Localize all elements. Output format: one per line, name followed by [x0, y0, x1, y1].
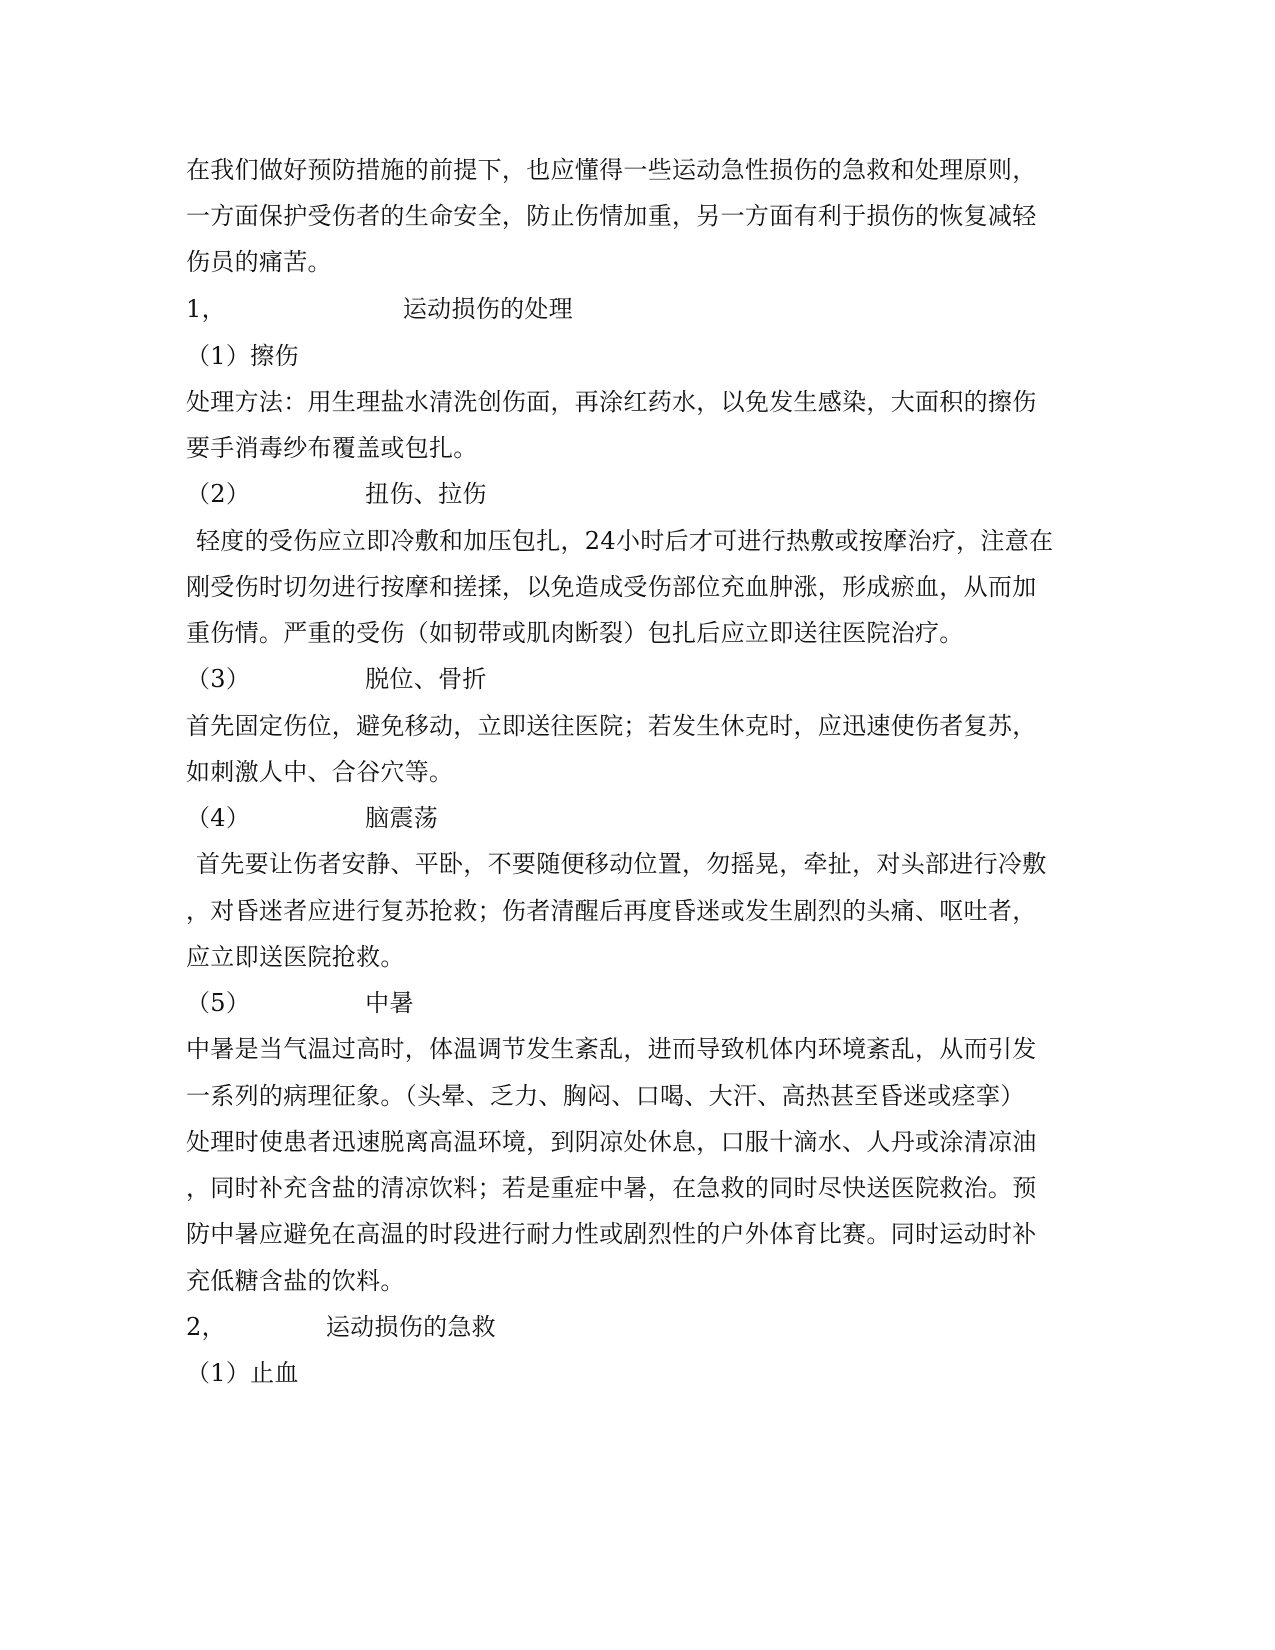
item-5-number: （5） — [186, 989, 251, 1017]
item-3-line-1: 首先固定伤位，避免移动，立即送往医院；若发生休克时，应迅速使伤者复苏， — [186, 712, 1037, 740]
section-1-title: 运动损伤的处理 — [402, 295, 573, 323]
section-2-heading — [186, 1312, 496, 1342]
intro-line-2: 一方面保护受伤者的生命安全，防止伤情加重，另一方面有利于损伤的恢复减轻 — [186, 202, 1037, 230]
item-4-line-3: 应立即送医院抢救。 — [186, 943, 405, 971]
item-5-line-5: 防中暑应避免在高温的时段进行耐力性或剧烈性的户外体育比赛。同时运动时补 — [186, 1220, 1037, 1248]
item-3-line-2: 如刺激人中、合谷穴等。 — [186, 758, 454, 786]
item-5-line-2: 一系列的病理征象。（头晕、乏力、胸闷、口喝、大汗、高热甚至昏迷或痉挛） — [186, 1082, 1025, 1110]
section-2-title: 运动损伤的急救 — [325, 1313, 496, 1341]
item-1-line-1: 处理方法：用生理盐水清洗创伤面，再涂红药水，以免发生感染，大面积的擦伤 — [186, 388, 1037, 416]
item-2-line-1: 轻度的受伤应立即冷敷和加压包扎，24小时后才可进行热敷或按摩治疗，注意在 — [196, 527, 1054, 555]
item-4-heading — [186, 803, 438, 833]
item-5-heading — [186, 988, 414, 1018]
section-1-number: 1， — [186, 295, 226, 323]
item-5-line-3: 处理时使患者迅速脱离高温环境，到阴凉处休息，口服十滴水、人丹或涂清凉油 — [186, 1128, 1037, 1156]
item-4-number: （4） — [186, 804, 251, 832]
section-2-item-1-title: 止血 — [250, 1359, 299, 1387]
section-1-heading — [186, 294, 573, 324]
item-1-heading — [186, 341, 299, 371]
item-1-title: 擦伤 — [250, 342, 299, 370]
item-5-line-1: 中暑是当气温过高时，体温调节发生紊乱，进而导致机体内环境紊乱，从而引发 — [186, 1035, 1037, 1063]
item-2-heading — [186, 479, 487, 509]
item-2-number: （2） — [186, 480, 251, 508]
item-1-number: （1） — [186, 342, 251, 370]
item-4-title: 脑震荡 — [365, 804, 439, 832]
intro-line-3: 伤员的痛苦。 — [186, 248, 332, 276]
item-5-line-4: ，同时补充含盐的清凉饮料；若是重症中暑，在急救的同时尽快送医院救治。预 — [186, 1174, 1037, 1202]
item-4-line-1: 首先要让伤者安静、平卧，不要随便移动位置，勿摇晃，牵扯，对头部进行冷敷 — [196, 850, 1047, 878]
item-5-title: 中暑 — [365, 989, 414, 1017]
section-2-number: 2， — [186, 1313, 226, 1341]
item-1-line-2: 要手消毒纱布覆盖或包扎。 — [186, 434, 478, 462]
intro-line-1: 在我们做好预防措施的前提下，也应懂得一些运动急性损伤的急救和处理原则， — [186, 156, 1037, 184]
item-4-line-2: ，对昏迷者应进行复苏抢救；伤者清醒后再度昏迷或发生剧烈的头痛、呕吐者， — [186, 897, 1037, 925]
item-2-line-2: 刚受伤时切勿进行按摩和搓揉，以免造成受伤部位充血肿涨，形成瘀血，从而加 — [186, 573, 1037, 601]
item-5-line-6: 充低糖含盐的饮料。 — [186, 1267, 405, 1295]
item-3-title: 脱位、骨折 — [365, 665, 487, 693]
item-2-title: 扭伤、拉伤 — [365, 480, 487, 508]
item-3-number: （3） — [186, 665, 251, 693]
item-2-line-3: 重伤情。严重的受伤（如韧带或肌肉断裂）包扎后应立即送往医院治疗。 — [186, 619, 964, 647]
item-3-heading — [186, 664, 487, 694]
section-2-item-1-number: （1） — [186, 1359, 251, 1387]
section-2-item-1-heading — [186, 1358, 299, 1388]
